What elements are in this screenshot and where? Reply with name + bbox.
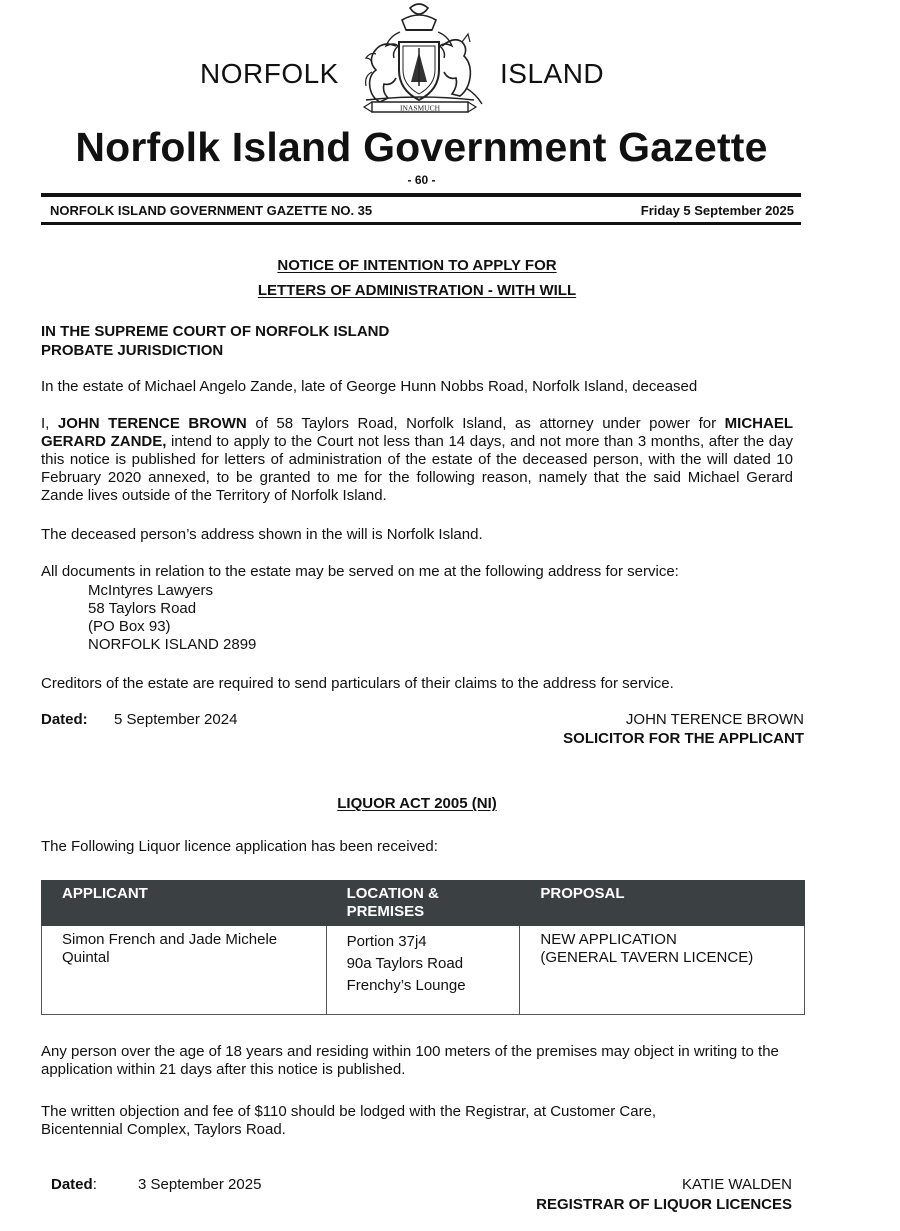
notice1-paragraph4: Creditors of the estate are required to send particulars of their claims to the address for service. [41, 675, 674, 692]
header-applicant: APPLICANT [42, 881, 327, 926]
notice1-paragraph1 [41, 415, 793, 505]
notice1-paragraph3: All documents in relation to the estate may be served on me at the following address for service: [41, 563, 679, 580]
cell-applicant: Simon French and Jade Michele Quintal [42, 926, 327, 1015]
masthead-left-word: NORFOLK [200, 58, 339, 89]
top-rule [41, 193, 801, 197]
location-line: 90a Taylors Road [346, 955, 464, 972]
notice1-dated-value: 5 September 2024 [114, 711, 238, 728]
address-line: McIntyres Lawyers [88, 582, 214, 599]
para1-mid: of 58 Taylors Road, Norfolk Island, as attorney under power for [246, 415, 725, 432]
notice2-dated-label [51, 1176, 97, 1194]
header-location: LOCATION & PREMISES [326, 881, 520, 926]
gazette-number: NORFOLK ISLAND GOVERNMENT GAZETTE NO. 35 [50, 203, 373, 218]
address-line: 58 Taylors Road [88, 600, 197, 617]
notice2-dated-value: 3 September 2025 [138, 1176, 262, 1193]
service-address [88, 582, 256, 654]
masthead-right-word: ISLAND [500, 58, 605, 89]
gazette-date: Friday 5 September 2025 [640, 203, 794, 218]
court-line2: PROBATE JURISDICTION [41, 342, 224, 359]
court-line1: IN THE SUPREME COURT OF NORFOLK ISLAND [41, 323, 390, 340]
notice1-paragraph2: The deceased person’s address shown in the will is Norfolk Island. [41, 526, 483, 543]
liquor-application-table [41, 880, 805, 1015]
dated-colon: : [92, 1176, 97, 1193]
header-proposal: PROPOSAL [520, 881, 805, 926]
address-line: (PO Box 93) [88, 618, 171, 635]
notice1-signatory-title: SOLICITOR FOR THE APPLICANT [563, 730, 804, 747]
principal-name: MICHAEL GERARD ZANDE, [41, 415, 793, 450]
notice1-dated-label: Dated: [41, 711, 88, 728]
page-number: - 60 - [407, 173, 436, 187]
notice2-intro: The Following Liquor licence application has been received: [41, 838, 438, 855]
notice2-heading: LIQUOR ACT 2005 (NI) [337, 795, 497, 812]
notice1-heading-line1: NOTICE OF INTENTION TO APPLY FOR [277, 257, 557, 274]
cell-proposal [520, 926, 805, 1015]
cell-location [326, 926, 520, 1015]
notice1-signatory: JOHN TERENCE BROWN [625, 711, 804, 728]
proposal-line: NEW APPLICATION [540, 931, 677, 948]
table-row [42, 926, 805, 1015]
notice2-signatory: KATIE WALDEN [681, 1176, 792, 1193]
notice2-signatory-title: REGISTRAR OF LIQUOR LICENCES [536, 1196, 792, 1213]
notice2-paragraph2: The written objection and fee of $110 should be lodged with the Registrar, at Customer Care, Bicentennial Complex, Taylors Road. [41, 1103, 657, 1138]
coat-of-arms-crest-icon [352, 2, 487, 118]
estate-line: In the estate of Michael Angelo Zande, late of George Hunn Nobbs Road, Norfolk Island, deceased [41, 378, 698, 395]
notice2-paragraph1: Any person over the age of 18 years and residing within 100 meters of the premises may object in writing to the application within 21 days after this notice is published. [41, 1043, 779, 1078]
location-line: Frenchy’s Lounge [346, 977, 466, 994]
proposal-line: (GENERAL TAVERN LICENCE) [540, 949, 754, 966]
notice1-heading-line2: LETTERS OF ADMINISTRATION - WITH WILL [257, 282, 577, 299]
bottom-rule [41, 222, 801, 225]
gazette-title: Norfolk Island Government Gazette [75, 124, 768, 170]
para1-rest: intend to apply to the Court not less than 14 days, and not more than 3 months, after the day this notice is published for letters of administration of the estate of the deceased person, with the will dated 10 February 2020 annexed, to be granted to me for the following reason, namely that the said Michael Gerard Zande lives outside of the Territory of Norfolk Island. [41, 433, 793, 504]
location-line: Portion 37j4 [346, 933, 427, 950]
table-header-row [42, 881, 805, 926]
address-line: NORFOLK ISLAND 2899 [88, 636, 257, 653]
para1-intro: I, [41, 415, 58, 432]
dated-label-text: Dated [51, 1176, 93, 1193]
crest-motto: INASMUCH [399, 103, 441, 113]
applicant-name: JOHN TERENCE BROWN [57, 415, 247, 432]
